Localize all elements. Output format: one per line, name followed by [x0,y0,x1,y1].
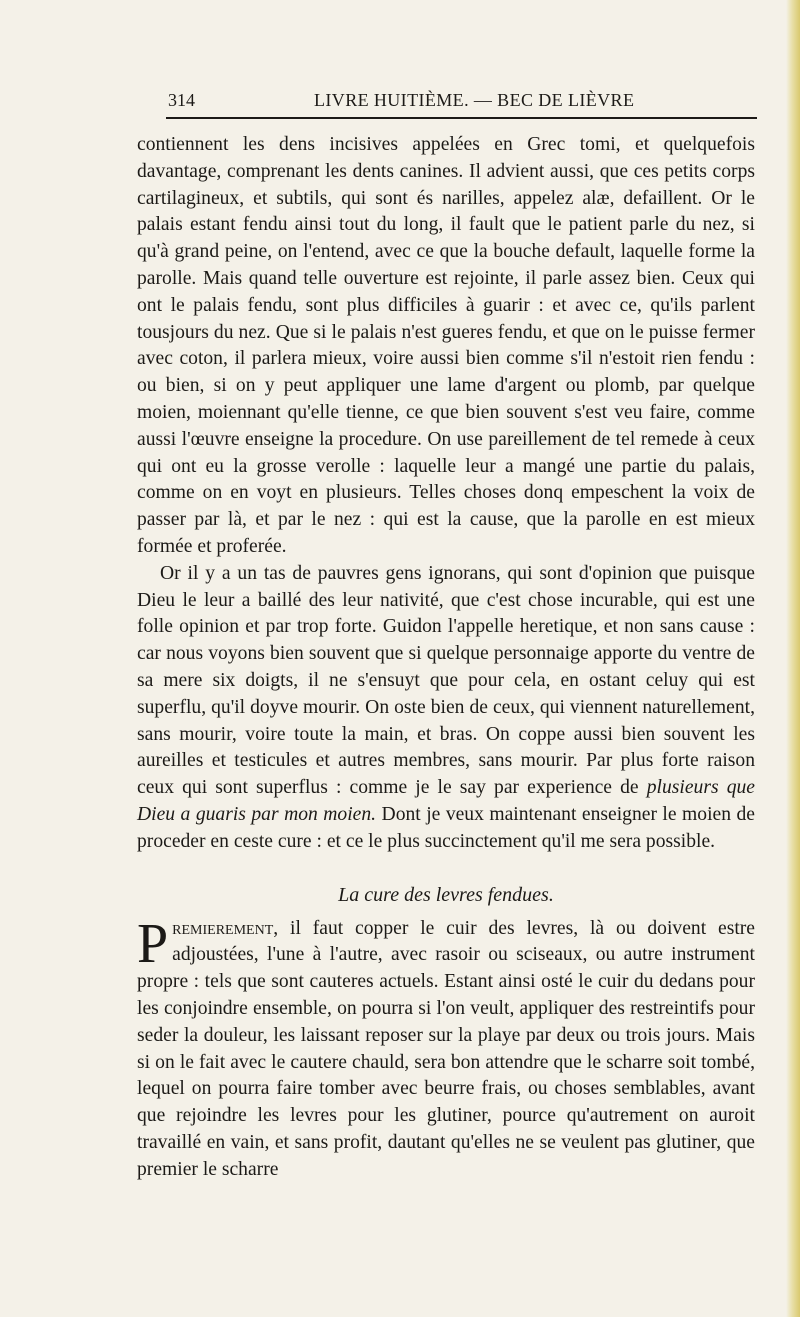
paragraph-1: contiennent les dens incisives appelées en Grec tomi, et quelquefois davantage, comprenant les dents canines. Il advient aussi, que ces petits corps cartilagineux, et subtils, qui sont és narilles, appelez alæ, defaillent. Or le palais estant fendu ainsi tout du long, il fault que le patient parle du nez, si qu'à grand peine, on l'entend, avec ce que la bouche default, laquelle forme la parolle. Mais quand telle ouverture est rejointe, il parle assez bien. Ceux qui ont le palais fendu, sont plus difficiles à guarir : et avec ce, qu'ils parlent tousjours du nez. Que si le palais n'est gueres fendu, et que on le puisse fermer avec coton, il parlera mieux, voire aussi bien comme s'il n'estoit rien fendu : ou bien, si on y peut appliquer une lame d'argent ou plomb, par quelque moien, moiennant qu'elle tienne, ce que bien souvent s'est veu faire, comme aussi l'œuvre enseigne la procedure. On use pareillement de tel remede à ceux qui ont eu la grosse verolle : laquelle leur a mangé une partie du palais, comme on en voyt en plusieurs. Telles choses donq empeschent la voix de passer par là, et par le nez : qui est la cause, que la parolle en est mieux formée et proferée. [137,134,755,557]
page-edge [786,0,800,1317]
paragraph-2-main: Or il y a un tas de pauvres gens ignorans, qui sont d'opinion que puisque Dieu le leur a baillé des leur nativité, que c'est chose incurable, qui est une folle opinion et par trop forte. Guidon l'appelle heretique, et non sans cause : car nous voyons bien souvent que si quelque personnaige apporte du ventre de sa mere six doigts, il ne s'ensuyt que pour cela, en ostant celuy qui est superflu, qu'il doyve mourir. On oste bien de ceux, qui viennent naturellement, sans mourir, voire toute la main, et bras. On coppe aussi bien souvent les aureilles et testicules et autres membres, sans mourir. Par plus forte raison ceux qui sont superflus : comme je le say par experience de [137,562,755,799]
paragraph-3 [137,912,755,1184]
page-header [136,90,794,120]
smallcaps-word: remierement, [172,917,279,939]
drop-cap: P [137,912,169,975]
paragraph-3-text: il faut copper le cuir des levres, là ou doivent estre adjoustées, l'une à l'autre, avec rasoir ou sciseaux, ou autre instrument propre : tels que sont cauteres actuels. Estant ainsi osté le cuir du dedans pour les conjoindre ensemble, on pourra si l'on veult, appliquer des restreintifs pour seder la douleur, les laissant reposer sur la playe par deux ou trois jours. Mais si on le fait avec le cautere chauld, sera bon attendre que le scharre soit tombé, lequel on pourra faire tomber avec beurre frais, ou choses semblables, avant que rejoindre les levres pour les glutiner, pource qu'autrement on auroit travaillé en vain, et sans profit, dautant qu'elles ne se veulent pas glutiner, que premier le scharre [137,917,755,1180]
section-title: La cure des levres fendues. [338,883,554,906]
header-rule [166,117,757,119]
paragraph-2 [137,561,755,856]
paragraph-2-italic: plusieurs que Dieu a guaris par mon moien. [137,777,756,825]
text-block [137,132,755,1183]
running-title: LIVRE HUITIÈME. — BEC DE LIÈVRE [314,90,635,110]
page-number: 314 [168,90,195,110]
paragraph-2-end: Dont je veux maintenant enseigner le moien de proceder en ceste cure : et ce le plus succinctement qu'il me sera possible. [137,803,755,852]
